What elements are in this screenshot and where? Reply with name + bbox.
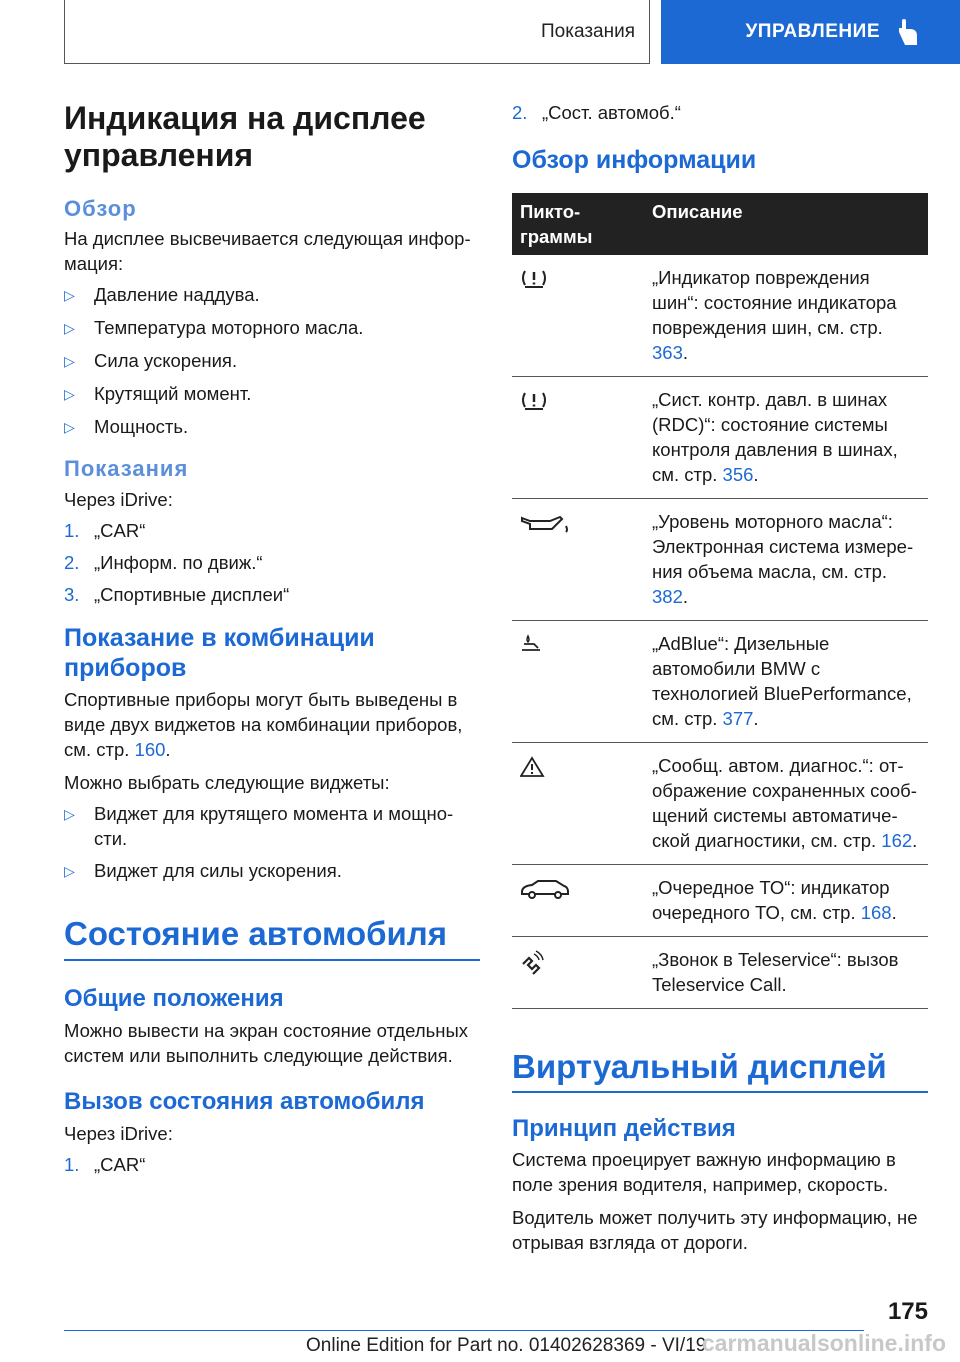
table-row — [512, 377, 928, 499]
virtual-title-block — [512, 1047, 928, 1093]
list-item — [64, 381, 480, 407]
bullet-triangle-icon: ▷ — [64, 353, 75, 370]
table-cell-icon — [512, 937, 644, 1009]
section-title-display: Индикация на дисплее управления — [64, 100, 426, 173]
list-item-text: Крутящий момент. — [94, 383, 252, 405]
call-steps-continued — [512, 100, 928, 125]
step-item — [64, 550, 480, 575]
car-service-icon — [520, 878, 572, 904]
page-number: 175 — [887, 1298, 928, 1325]
warning-triangle-icon — [520, 756, 548, 782]
table-cell-icon — [512, 255, 644, 377]
table-cell-icon — [512, 621, 644, 743]
overview-heading: Обзор — [64, 196, 137, 221]
header-chapter-label: УПРАВЛЕНИЕ — [745, 21, 880, 42]
list-item — [64, 858, 480, 884]
bullet-triangle-icon: ▷ — [64, 320, 75, 337]
table-cell-icon — [512, 743, 644, 865]
table-cell-description: „Уровень моторного масла“: Электронная система измерения объема масла, см. стр. 382. — [644, 499, 928, 621]
table-row — [512, 743, 928, 865]
oil-can-icon — [520, 512, 572, 538]
overview-list — [64, 282, 480, 440]
cluster-text2: Можно выбрать следующие виджеты: — [64, 771, 390, 793]
row-text: „Сообщ. автом. диагнос.“: отображение сохраненных сообщений системы автоматической диагностики, см. стр. — [652, 755, 917, 851]
page-link[interactable]: 356 — [722, 464, 754, 485]
info-heading: Обзор информации — [512, 146, 757, 174]
list-item — [64, 348, 480, 374]
cluster-text: Спортивные приборы могут быть выведены в виде двух виджетов на комбинации приборов, см. стр. 160. — [64, 688, 463, 760]
bullet-triangle-icon: ▷ — [64, 862, 75, 879]
page-link[interactable]: 382 — [652, 586, 683, 607]
table-cell-description — [644, 937, 928, 1009]
table-cell-description: „Сист. контр. давл. в шинах (RDC)“: состояние системы контроля давления в шинах, см. стр. 356. — [644, 377, 928, 499]
step-number: 2. — [64, 551, 80, 573]
page-link[interactable]: 160 — [134, 738, 166, 760]
step-text: „CAR“ — [94, 1153, 146, 1175]
principle-text-2: Водитель может получить эту информацию, не отрывая взгляда от дороги. — [512, 1207, 918, 1254]
table-header-icons: Пиктограммы — [512, 193, 644, 255]
table-row — [512, 621, 928, 743]
left-column — [64, 100, 480, 1184]
general-text: Можно вывести на экран состояние отдельных систем или выполнить следующие действия. — [64, 1020, 469, 1067]
page-link[interactable]: 377 — [722, 708, 754, 729]
table-row — [512, 937, 928, 1009]
step-item — [512, 100, 928, 125]
general-heading: Общие положения — [64, 985, 284, 1013]
page-link[interactable]: 363 — [652, 342, 683, 363]
table-cell-icon — [512, 865, 644, 937]
row-text: „Очередное ТО“: индикатор очередного ТО, см. стр. — [652, 877, 890, 923]
list-item-text: Температура моторного масла. — [94, 317, 364, 339]
table-cell-description: „Индикатор повреждения шин“: состояние индикатора повреждения шин, см. стр. 363. — [644, 255, 928, 377]
pointing-hand-icon — [896, 18, 920, 46]
step-number: 1. — [64, 519, 80, 541]
row-text: „Индикатор повреждения шин“: состояние индикатора повреждения шин, см. стр. — [652, 267, 897, 338]
table-row — [512, 865, 928, 937]
step-item — [64, 518, 480, 543]
row-text: „Звонок в Teleservice“: вызов Teleservice Call. — [652, 949, 899, 995]
table-row — [512, 499, 928, 621]
step-text: „Информ. по движ.“ — [94, 551, 263, 573]
table-header-description: Описание — [644, 193, 928, 255]
step-item — [64, 1152, 480, 1177]
page-link[interactable]: 162 — [881, 830, 913, 851]
list-item-text: Виджет для крутящего момента и мощности. — [94, 802, 454, 849]
display-steps — [64, 518, 480, 607]
list-item-text: Сила ускорения. — [94, 350, 238, 372]
edition-line: Online Edition for Part no. 01402628369 - VI/19 — [306, 1335, 707, 1356]
principle-text-1: Система проецирует важную информацию в поле зрения водителя, например, скорость. — [512, 1149, 896, 1196]
display-text: Через iDrive: — [64, 488, 173, 510]
header-chapter-tab — [661, 0, 960, 64]
step-number: 2. — [512, 102, 528, 123]
overview-text: На дисплее высвечивается следующая информация: — [64, 228, 471, 275]
call-steps — [64, 1152, 480, 1177]
table-cell-description: „Сообщ. автом. диагнос.“: отображение сохраненных сообщений системы автоматической диагностики, см. стр. 162. — [644, 743, 928, 865]
bullet-triangle-icon: ▷ — [64, 419, 75, 436]
list-item-text: Давление наддува. — [94, 284, 260, 306]
step-number: 1. — [64, 1153, 80, 1175]
call-text: Через iDrive: — [64, 1122, 173, 1144]
virtual-title: Виртуальный дисплей — [512, 1048, 887, 1085]
bullet-triangle-icon: ▷ — [64, 287, 75, 304]
adblue-icon — [520, 634, 548, 660]
cluster-list — [64, 801, 480, 884]
tire-warning-icon — [520, 268, 548, 294]
bullet-triangle-icon: ▷ — [64, 805, 75, 822]
table-cell-icon — [512, 377, 644, 499]
teleservice-icon — [520, 950, 548, 976]
vehicle-title: Состояние автомобиля — [64, 914, 448, 952]
display-heading: Показания — [64, 456, 189, 482]
step-number: 3. — [64, 583, 80, 605]
vehicle-title-block — [64, 914, 480, 962]
header-section-tab — [64, 0, 650, 64]
list-item — [64, 414, 480, 440]
page-link[interactable]: 168 — [860, 902, 892, 923]
step-text: „Спортивные дисплеи“ — [94, 583, 290, 605]
step-text: „CAR“ — [94, 519, 146, 541]
header-section-label: Показания — [541, 20, 635, 42]
list-item-text: Мощность. — [94, 416, 189, 438]
list-item — [64, 315, 480, 341]
table-cell-icon — [512, 499, 644, 621]
principle-heading: Принцип действия — [512, 1114, 736, 1142]
step-item — [64, 582, 480, 607]
cluster-heading: Показание в комбинации приборов — [64, 623, 375, 682]
call-heading: Вызов состояния автомобиля — [64, 1088, 425, 1116]
right-column — [512, 100, 928, 1255]
list-item — [64, 801, 480, 851]
row-text: „AdBlue“: Дизельные автомобили BMW с технологией BluePerformance, см. стр. — [652, 633, 912, 729]
table-cell-description: „AdBlue“: Дизельные автомобили BMW с технологией BluePerformance, см. стр. 377. — [644, 621, 928, 743]
table-cell-description: „Очередное ТО“: индикатор очередного ТО, см. стр. 168. — [644, 865, 928, 937]
table-row — [512, 255, 928, 377]
row-text: „Сист. контр. давл. в шинах (RDC)“: состояние системы контроля давления в шинах, см. стр. — [652, 389, 898, 485]
row-text: „Уровень моторного масла“: Электронная система измерения объема масла, см. стр. — [652, 511, 914, 582]
list-item — [64, 282, 480, 308]
list-item-text: Виджет для силы ускорения. — [94, 859, 342, 881]
watermark: carmanualsonline.info — [701, 1330, 946, 1356]
info-table — [512, 193, 928, 1009]
step-text: „Сост. автомоб.“ — [542, 102, 681, 123]
bullet-triangle-icon: ▷ — [64, 386, 75, 403]
table-header-row — [512, 193, 928, 255]
tire-pressure-icon — [520, 390, 548, 416]
